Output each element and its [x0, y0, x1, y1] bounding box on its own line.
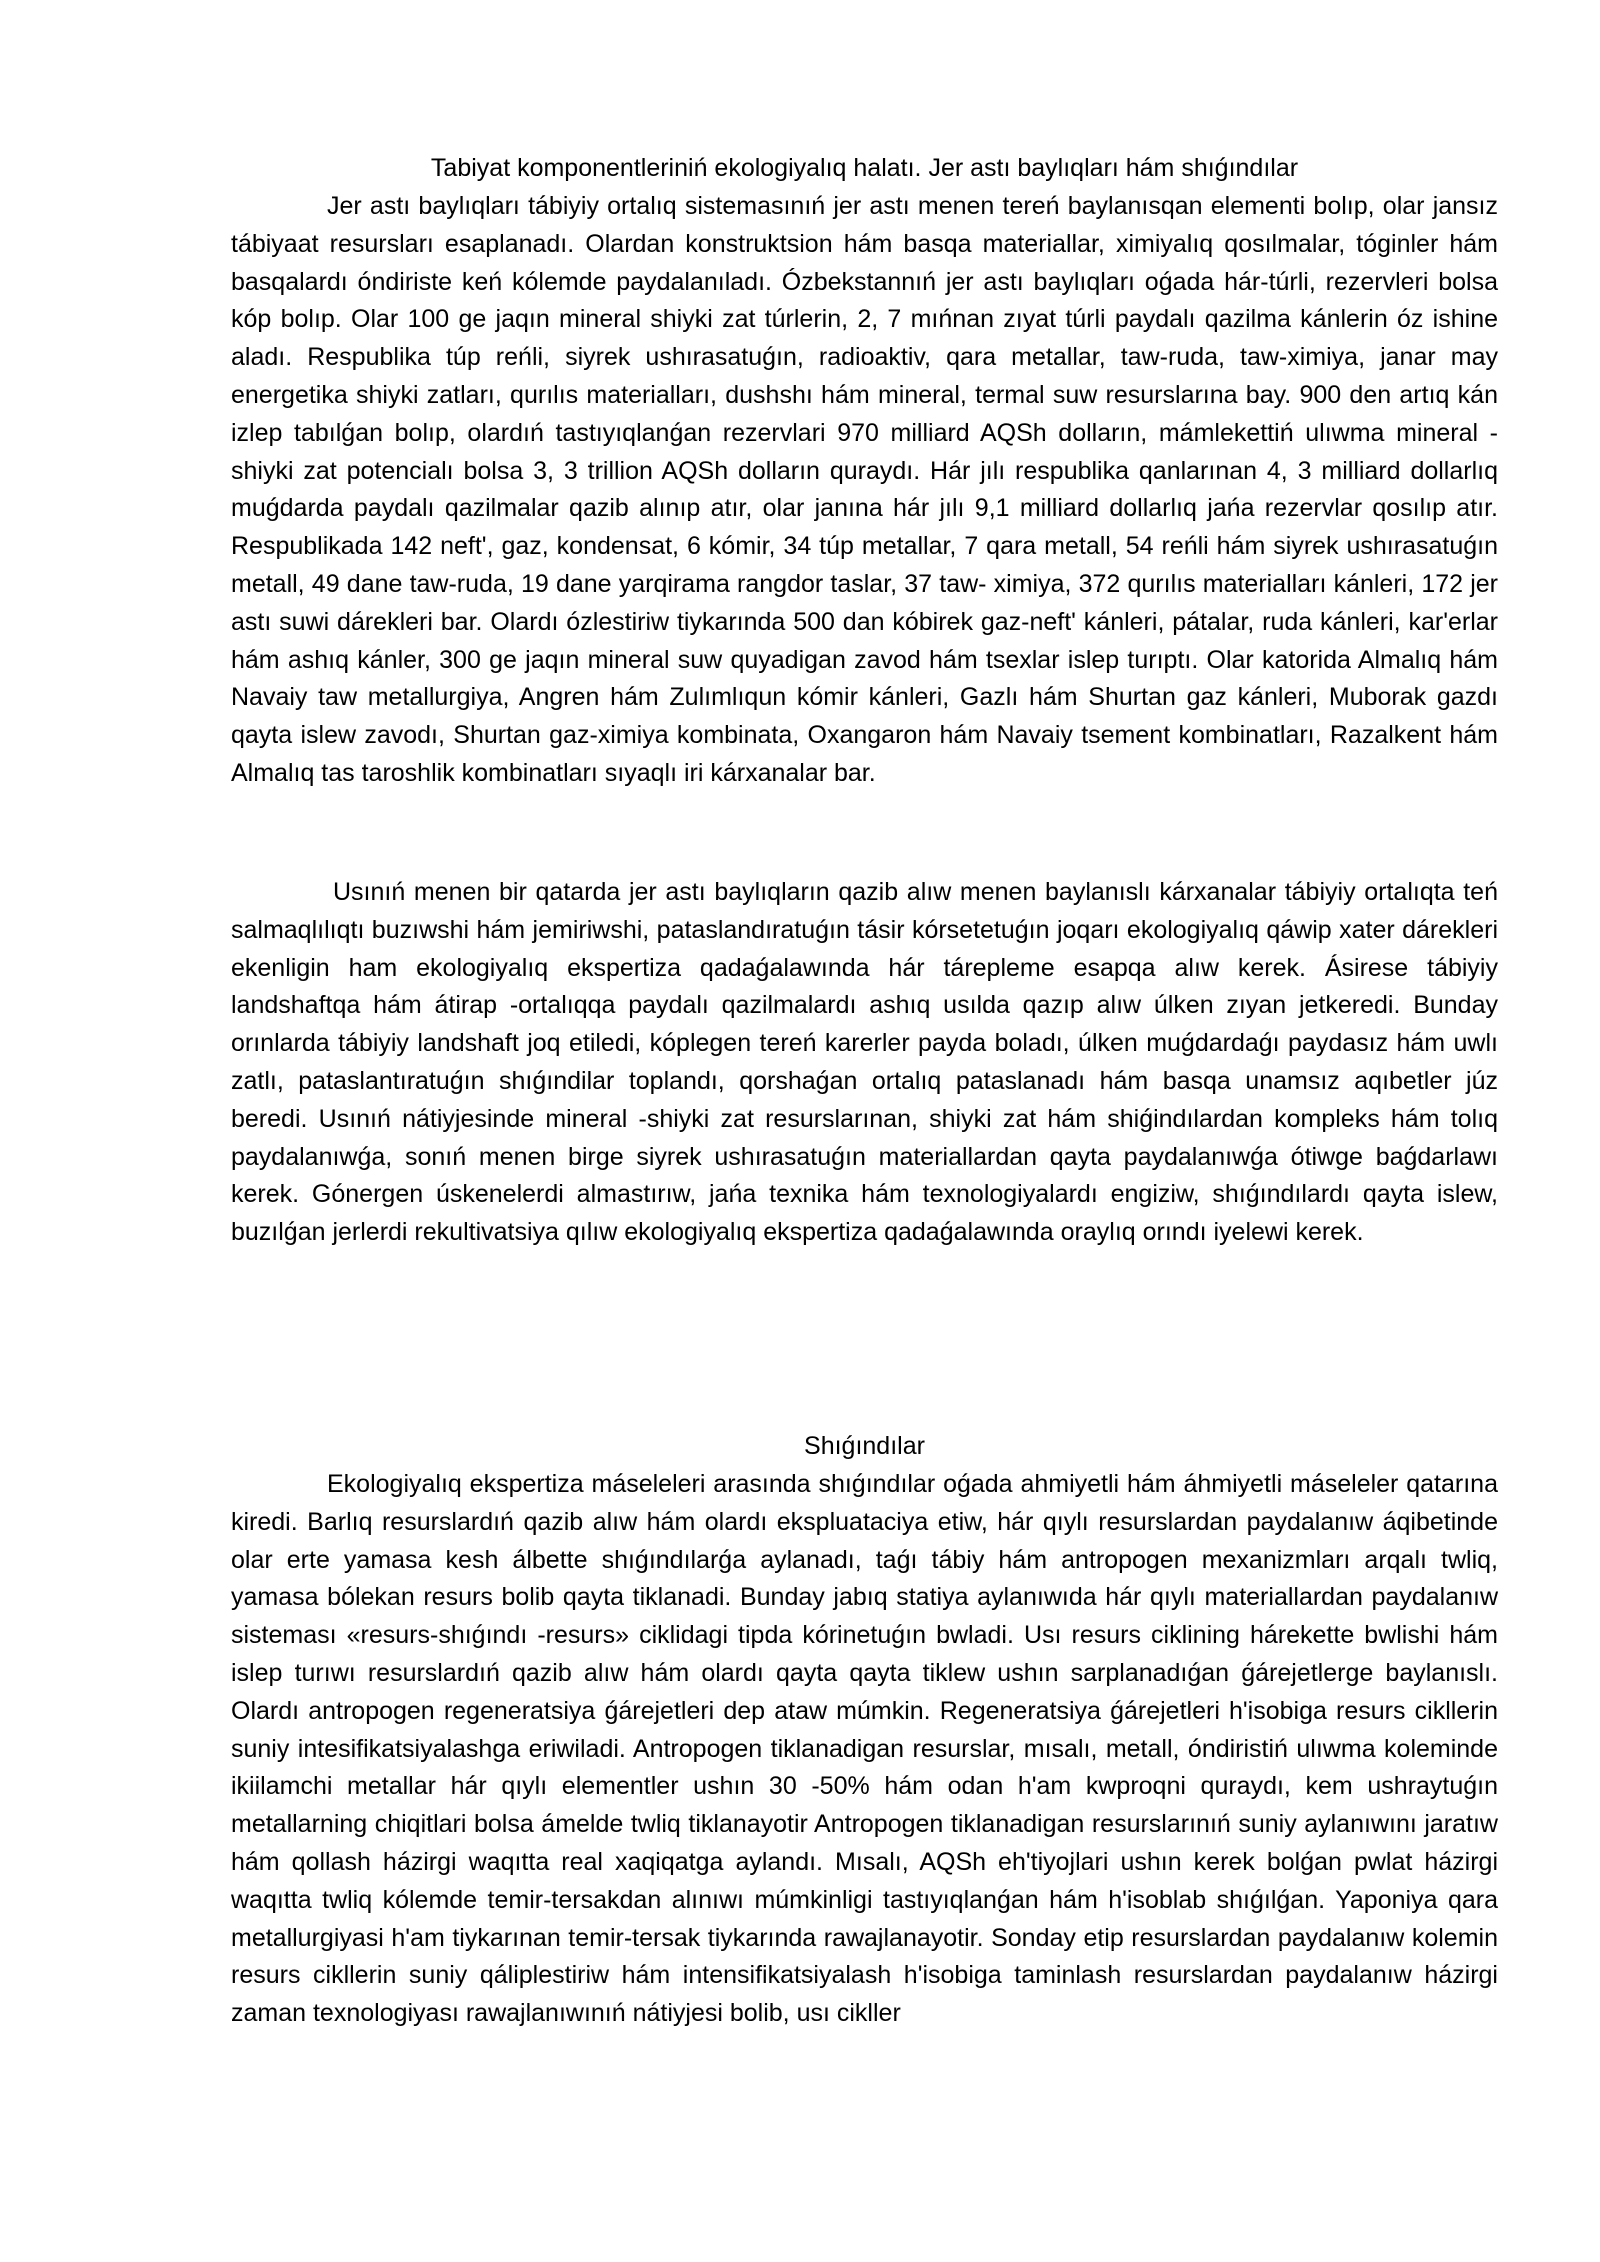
- paragraph-waste: Ekologiyalıq ekspertiza máseleleri arasında shıǵındılar oǵada ahmiyetli hám áhmiyetli máseleler qatarına kiredi. Barlıq resurslardıń qazib alıw hám olardı ekspluataciya etiw, hár qıylı resurslardan paydalanıw áqibetinde olar erte yamasa kesh álbette shıǵındılarǵa aylanadı, taǵı tábiy hám antropogen mexanizmları arqalı twliq, yamasa bólekan resurs bolib qayta tiklanadi. Bunday jabıq statiya aylanıwıda hár qıylı materiallardan paydalanıw sisteması «resurs-shıǵındı -resurs» ciklidagi tipda kórinetuǵın bwladi. Usı resurs ciklining hárekette bwlishi hám islep turıwı resurslardıń qazib alıw hám olardı qayta qayta tiklew ushın sarplanadıǵan ǵárejetlerge baylanıslı. Olardı antropogen regeneratsiya ǵárejetleri dep ataw múmkin. Regeneratsiya ǵárejetleri h'isobiga resurs cikllerin suniy intesifikatsiyalashga eriwiladi. Antropogen tiklanadigan resurslar, mısalı, metall, óndiristiń ulıwma koleminde ikiilamchi metallar hár qıylı elementler ushın 30 -50% hám odan h'am kwproqni quraydı, kem ushraytuǵın metallarning chiqitlari bolsa ámelde twliq tiklanayotir Antropogen tiklanadigan resurslarınıń suniy aylanıwını jaratıw hám qollash házirgi waqıtta real xaqiqatga aylandı. Mısalı, AQSh eh'tiyojlari ushın kerek bolǵan pwlat házirgi waqıtta twliq kólemde temir-tersakdan alınıwı múmkinligi tastıyıqlanǵan hám h'isoblab shıǵılǵan. Yaponiya qara metallurgiyasi h'am tiykarınan temir-tersak tiykarında rawajlanayotir. Sonday etip resurslardan paydalanıw kolemin resurs cikllerin suniy qáliplestiriw hám intensifikatsiyalash h'isobiga taminlash resurslardan paydalanıw házirgi zaman texnologiyası rawajlanıwınıń nátiyjesi bolib, usı cikller: [231, 1470, 1498, 2028]
- paragraph-underground-resources: Jer astı baylıqları tábiyiy ortalıq sistemasınıń jer astı menen tereń baylanısqan elementi bolıp, olar jansız tábiyaat resursları esaplanadı. Olardan konstruktsion hám basqa materiallar, ximiyalıq qosılmalar, tóginler hám basqalardı óndiriste keń kólemde paydalanıladı. Ózbekstannıń jer astı baylıqları oǵada hár-túrli, rezervleri bolsa kóp bolıp. Olar 100 ge jaqın mineral shiyki zat túrlerin, 2, 7 mıńnan zıyat túrli paydalı qazilma kánlerin óz ishine aladı. Respublika túp reńli, siyrek ushırasatuǵın, radioaktiv, qara metallar, taw-ruda, taw-ximiya, janar may energetika shiyki zatları, qurılıs materialları, dushshı hám mineral, termal suw resurslarına bay. 900 den artıq kán izlep tabılǵan bolıp, olardıń tastıyıqlanǵan rezervlari 970 milliard AQSh dolların, mámlekettiń ulıwma mineral -shiyki zat potencialı bolsa 3, 3 trillion AQSh dolların quraydı. Hár jılı respublika qanlarınan 4, 3 milliard dollarlıq muǵdarda paydalı qazilmalar qazib alınıp atır, olar janına hár jılı 9,1 milliard dollarlıq jańa rezervlar qosılıp atır. Respublikada 142 neft', gaz, kondensat, 6 kómir, 34 túp metallar, 7 qara metall, 54 reńli hám siyrek ushırasatuǵın metall, 49 dane taw-ruda, 19 dane yarqirama rangdor taslar, 37 taw- ximiya, 372 qurılıs materialları kánleri, 172 jer astı suwi dárekleri bar. Olardı ózlestiriw tiykarında 500 dan kóbirek gaz-neft' kánleri, pátalar, ruda kánleri, kar'erlar hám ashıq kánler, 300 ge jaqın mineral suw quyadigan zavod hám tsexlar islep turıptı. Olar katorida Almalıq hám Navaiy taw metallurgiya, Angren hám Zulımlıqun kómir kánleri, Gazlı hám Shurtan gaz kánleri, Muborak gazdı qayta islew zavodı, Shurtan gaz-ximiya kombinata, Oxangaron hám Navaiy tsement kombinatları, Razalkent hám Almalıq tas taroshlik kombinatları sıyaqlı iri kárxanalar bar.: [231, 192, 1498, 787]
- section-title-waste: Shıǵındılar: [804, 1432, 925, 1460]
- section-title-resources: Tabiyat komponentleriniń ekologiyalıq halatı. Jer astı baylıqları hám shıǵındılar: [430, 154, 1299, 182]
- paragraph-environmental-impact: Usınıń menen bir qatarda jer astı baylıqların qazib alıw menen baylanıslı kárxanalar tábiyiy ortalıqta teń salmaqlılıqtı buzıwshi hám jemiriwshi, pataslandıratuǵın tásir kórsetetuǵın joqarı ekologiyalıq qáwip xater dárekleri ekenligin ham ekologiyalıq ekspertiza qadaǵalawında hár tárepleme esapqa alıw kerek. Ásirese tábiyiy landshaftqa hám átirap -ortalıqqa paydalı qazilmalardı ashıq usılda qazıp alıw úlken zıyan jetkeredi. Bunday orınlarda tábiyiy landshaft joq etiledi, kóplegen tereń karerler payda boladı, úlken muǵdardaǵı paydasız hám uwlı zatlı, pataslantıratuǵın shıǵındilar toplandı, qorshaǵan ortalıq pataslanadı hám basqa unamsız aqıbetler júz beredi. Usınıń nátiyjesinde mineral -shiyki zat resurslarınan, shiyki zat hám shiǵindılardan kompleks hám tolıq paydalanıwǵa, sonıń menen birge siyrek ushırasatuǵın materiallardan qayta paydalanıwǵa ótiwge baǵdarlawı kerek. Gónergen úskenelerdi almastırıw, jańa texnika hám texnologiyalardı engiziw, shıǵındılardı qayta islew, buzılǵan jerlerdi rekultivatsiya qılıw ekologiyalıq ekspertiza qadaǵalawında oraylıq orındı iyelewi kerek.: [231, 878, 1498, 1247]
